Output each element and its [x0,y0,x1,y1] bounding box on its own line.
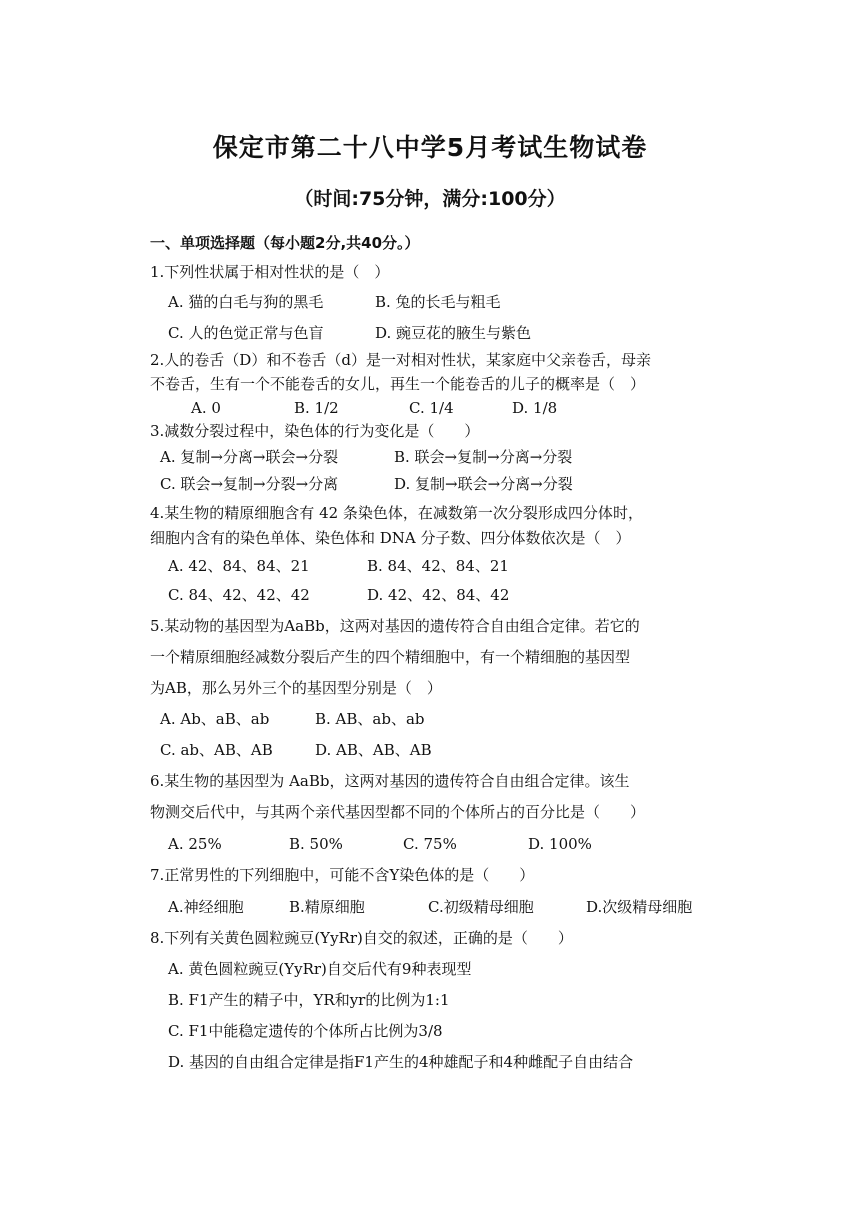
question-6-option-d: D. 100% [528,835,592,853]
section-heading: 一、单项选择题（每小题2分,共40分。） [150,234,420,252]
question-5-option-b: B. AB、ab、ab [315,710,425,728]
question-1-option-b: B. 兔的长毛与粗毛 [375,293,501,311]
question-6-option-a: A. 25% [168,835,222,853]
question-8-option-b: B. F1产生的精子中，YR和yr的比例为1:1 [168,991,450,1009]
question-2-option-a: A. 0 [191,399,221,417]
question-5-option-a: A. Ab、aB、ab [160,710,270,728]
question-5-option-d: D. AB、AB、AB [315,741,432,759]
question-4-stem-line-2: 细胞内含有的染色单体、染色体和 DNA 分子数、四分体数依次是（ ） [150,529,631,547]
question-6-stem-line-2: 物测交后代中，与其两个亲代基因型都不同的个体所占的百分比是（ ） [150,803,646,821]
question-8-option-d: D. 基因的自由组合定律是指F1产生的4种雄配子和4种雌配子自由结合 [168,1053,634,1071]
question-5-stem-line-1: 5.某动物的基因型为AaBb，这两对基因的遗传符合自由组合定律。若它的 [150,617,640,635]
question-8-option-a: A. 黄色圆粒豌豆(YyRr)自交后代有9种表现型 [168,960,472,978]
question-5-stem-line-2: 一个精原细胞经减数分裂后产生的四个精细胞中，有一个精细胞的基因型 [150,648,631,666]
question-2-option-b: B. 1/2 [294,399,339,417]
question-4-option-a: A. 42、84、84、21 [168,557,310,575]
question-6-option-b: B. 50% [289,835,343,853]
question-5-stem-line-3: 为AB，那么另外三个的基因型分别是（ ） [150,679,442,697]
exam-time-score: （时间:75分钟，满分:100分） [294,188,566,210]
question-3-option-d: D. 复制→联会→分离→分裂 [394,475,573,493]
question-1-stem: 1.下列性状属于相对性状的是（ ） [150,263,390,281]
question-8-option-c: C. F1中能稳定遗传的个体所占比例为3/8 [168,1022,443,1040]
question-7-option-a: A.神经细胞 [168,898,244,916]
question-4-option-c: C. 84、42、42、42 [168,586,310,604]
question-4-stem-line-1: 4.某生物的精原细胞含有 42 条染色体，在减数第一次分裂形成四分体时， [150,504,643,522]
question-5-option-c: C. ab、AB、AB [160,741,273,759]
question-3-stem: 3.减数分裂过程中，染色体的行为变化是（ ） [150,422,480,440]
question-3-option-c: C. 联会→复制→分裂→分离 [160,475,339,493]
question-3-option-a: A. 复制→分离→联会→分裂 [160,448,339,466]
question-7-option-b: B.精原细胞 [289,898,365,916]
question-3-option-b: B. 联会→复制→分离→分裂 [394,448,573,466]
question-1-option-a: A. 猫的白毛与狗的黑毛 [168,293,324,311]
question-2-option-d: D. 1/8 [512,399,558,417]
question-1-option-c: C. 人的色觉正常与色盲 [168,324,324,342]
question-6-option-c: C. 75% [403,835,457,853]
question-6-stem-line-1: 6.某生物的基因型为 AaBb，这两对基因的遗传符合自由组合定律。该生 [150,772,630,790]
question-2-stem-line-1: 2.人的卷舌（D）和不卷舌（d）是一对相对性状，某家庭中父亲卷舌，母亲 [150,351,651,369]
question-4-option-b: B. 84、42、84、21 [367,557,509,575]
question-4-option-d: D. 42、42、84、42 [367,586,510,604]
question-8-stem: 8.下列有关黄色圆粒豌豆(YyRr)自交的叙述，正确的是（ ） [150,929,573,947]
question-7-option-d: D.次级精母细胞 [586,898,693,916]
question-2-option-c: C. 1/4 [409,399,454,417]
question-1-option-d: D. 豌豆花的腋生与紫色 [375,324,532,342]
question-7-stem: 7.正常男性的下列细胞中，可能不含Y染色体的是（ ） [150,866,535,884]
question-7-option-c: C.初级精母细胞 [428,898,534,916]
question-2-stem-line-2: 不卷舌，生有一个不能卷舌的女儿，再生一个能卷舌的儿子的概率是（ ） [150,375,646,393]
page-title: 保定市第二十八中学5月考试生物试卷 [212,133,648,162]
